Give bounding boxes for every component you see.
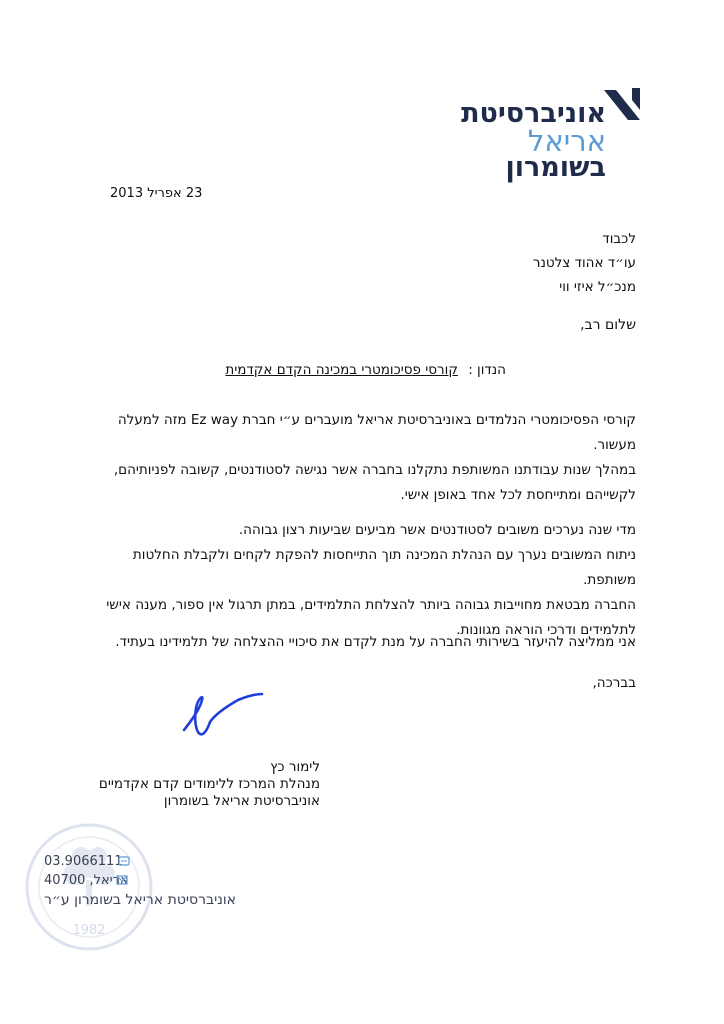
mail-icon bbox=[116, 875, 128, 885]
recipient-salutation: לכבוד bbox=[602, 231, 636, 247]
logo-text-line-1: אוניברסיטת bbox=[461, 98, 606, 129]
handwritten-signature bbox=[178, 690, 266, 742]
phone-icon bbox=[118, 856, 130, 866]
letter-greeting: שלום רב, bbox=[580, 317, 636, 333]
recipient-name: עו״ד אהוד צלטנר bbox=[532, 255, 636, 271]
signer-role: מנהלת המרכז ללימודים קדם אקדמיים bbox=[98, 776, 320, 792]
body-line: אני ממליצה להיעזר בשירותי החברה על מנת לקדם את סיכויי ההצלחה של תלמידינו בעתיד. bbox=[115, 634, 636, 650]
body-line: לתלמידים ודרכי הוראה מגוונות. bbox=[456, 622, 636, 638]
body-line: לקשייהם ומתייחסת לכל אחד באופן אישי. bbox=[400, 487, 636, 503]
body-line: החברה מבטאת מחוייבות גבוהה ביותר להצלחת התלמידים, במתן תרגול אין ספור, מענה אישי bbox=[106, 597, 636, 613]
signer-name: לימור כץ bbox=[270, 759, 320, 775]
footer-org-name: אוניברסיטת אריאל בשומרון ע״ר bbox=[44, 892, 237, 908]
body-paragraph-2 bbox=[76, 518, 636, 643]
university-logo bbox=[432, 84, 642, 183]
seal-year: 1982 bbox=[72, 923, 106, 938]
subject-prefix: הנדון : bbox=[468, 362, 506, 378]
body-line: מדי שנה נערכים משובים לסטודנטים אשר מביעים שביעות רצון גבוהה. bbox=[238, 522, 636, 538]
logo-text-line-3: בשומרון bbox=[505, 152, 606, 183]
subject-topic: קורסי פסיכומטרי במכינה הקדם אקדמית bbox=[225, 362, 458, 378]
body-paragraph-1 bbox=[76, 408, 636, 508]
body-line: ניתוח המשובים נערך עם הנהלת המכינה תוך התייחסות להפקת לקחים ולקבלת החלטות משותפת. bbox=[132, 547, 636, 588]
footer-phone: 03.9066111 bbox=[44, 854, 123, 869]
footer-city: אריאל, 40700 bbox=[44, 873, 129, 888]
recipient-title: מנכ״ל איזי ווי bbox=[559, 279, 636, 295]
letter-date: 23 אפריל 2013 bbox=[110, 186, 203, 201]
logo-text-line-2: אריאל bbox=[527, 124, 606, 158]
body-line: קורסי הפסיכומטרי הנלמדים באוניברסיטת אריאל מועברים ע״י חברת Ez way מזה למעלה bbox=[117, 412, 636, 428]
university-logo-icon bbox=[602, 84, 642, 124]
letter-subject bbox=[225, 362, 506, 378]
letter-closing: בברכה, bbox=[592, 675, 636, 691]
body-paragraph-3 bbox=[76, 630, 636, 655]
body-line: במהלך שנות עבודתנו המשותפת נתקלנו בחברה אשר נגישה לסטודנטים, קשובה לפניותיהם, bbox=[113, 462, 636, 478]
signer-org: אוניברסיטת אריאל בשומרון bbox=[163, 793, 320, 809]
body-line: מעשור. bbox=[593, 437, 636, 453]
